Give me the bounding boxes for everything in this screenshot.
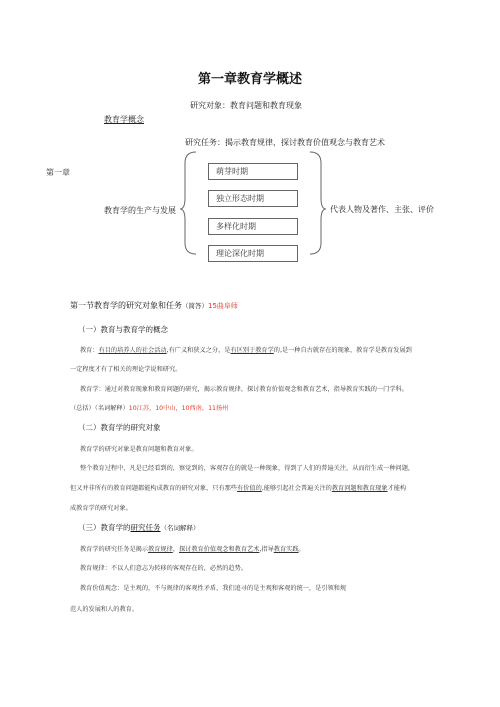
education-definition-line2: 一定程度才有了相关的理论学说和研究。 [70,366,182,373]
stage-box-4: 理论深化时期 [208,245,298,262]
object-line1: 教育学的研究对象是教育问题和教育对象。 [80,446,198,453]
task-line1-a: 教育学的研究任务是揭示 [80,546,149,553]
task-line4: 范人的发展和人的教育。 [70,606,139,613]
education-definition-line1 [80,345,412,354]
subheading-1: （一）教育与教育学的概念 [78,325,168,334]
object-line3-b: ,能够引起社会普遍关注的 [261,485,332,492]
exam-tag-schools: 10江苏，10中山，10西南，11扬州 [128,405,229,412]
subheading-3-a: （三）教育学的 [78,523,131,532]
right-brace [310,152,326,254]
task-line1-underline-1: 教育规律 [148,546,173,553]
object-line2: 整个教育过程中，凡是已经看到的，察觉到的，客观存在的就是一种现象，得到了人们的普遍关注，从而衍生成一种问题， [80,465,415,472]
task-line1 [80,544,305,553]
object-line3-underline-1: 有价值的 [237,485,262,492]
task-line1-underline-3: 教育实践 [273,546,299,553]
object-line3 [70,483,406,492]
section-heading-text: 第一节教育学的研究对象和任务 [70,301,182,310]
object-line3-c: 才能构 [387,485,407,492]
subheading-3-underline: 研究任务 [130,523,161,532]
edu-mid: ,有广义和狭义之分，是 [166,347,231,354]
subheading-3-note: （名词解释） [160,524,200,532]
object-line4: 成教育学的研究对象。 [70,505,132,512]
page-title: 第一章教育学概述 [197,72,302,87]
stage-box-1: 萌芽时期 [208,163,298,180]
representatives-label: 代表人物及著作、主张、评价 [330,205,434,214]
research-object-text: 研究对象：教育问题和教育现象 [190,101,302,110]
task-line1-c: ,指导 [259,546,274,553]
subheading-2: （二）教育学的研究对象 [78,423,161,432]
pedagogy-definition: 教育学：通过对教育现象和教育问题的研究，揭示教育规律，探讨教育价值观念和教育艺术，指导教育实践的一门学科。 [80,386,408,393]
task-line1-underline-2: 探讨教育价值观念和教育艺术 [179,546,260,553]
left-brace [180,152,196,254]
task-line1-b: ， [172,546,179,553]
edu-underline-2: 有区别于教育学 [230,347,274,354]
stage-box-3: 多样化时期 [208,218,298,235]
object-line3-a: 但又并非所有的教育问题都能构成教育的研究对象，只有那些 [70,485,238,492]
concept-label: 教育学概念 [104,115,144,124]
exam-tag-line [70,403,228,412]
edu-prefix: 教育： [80,347,99,354]
stage-box-2: 独立形态时期 [208,190,298,207]
task-line1-d: 。 [298,546,305,553]
exam-tag-prefix: （总括）（名词解释） [70,405,129,412]
edu-rest: 的,是一种自古就存在的现象，教育学是教育发展到 [273,347,412,354]
section-heading-red-tag: 15曲阜师 [208,302,238,310]
task-line2: 教育规律：不以人们意志为转移的客观存在的，必然的趋势。 [80,565,248,572]
edu-underline-1: 有目的培养人的社会活动 [98,347,167,354]
task-line3: 教育价值观念：是主观的，不与规律的客观性矛盾，我们追寻的是主观和客观的统一，是引领和规 [80,585,347,592]
object-line3-underline-2: 教育问题和教育现象 [331,485,388,492]
chapter-label: 第一章 [46,168,70,177]
subheading-3 [78,522,200,533]
section-heading-note: （简答） [182,302,208,310]
research-task-text: 研究任务：揭示教育规律，探讨教育价值观念与教育艺术 [185,138,385,147]
origin-label: 教育学的生产与发展 [104,206,176,215]
section-heading [70,300,238,311]
